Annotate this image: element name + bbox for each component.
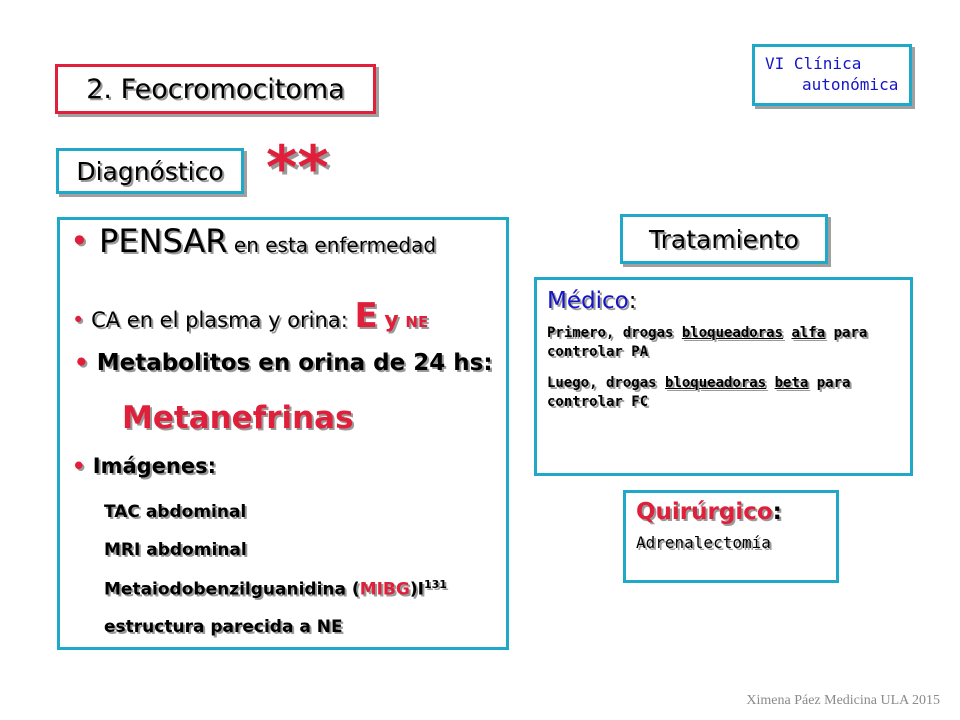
metabolitos-text: Metabolitos en orina de 24 hs xyxy=(96,350,484,376)
item-ca xyxy=(72,296,428,336)
item-pensar xyxy=(70,222,436,260)
imagenes-text: Imágenes xyxy=(92,454,208,478)
ca-text: CA en el plasma y orina xyxy=(91,308,341,332)
item-metanefrinas: Metanefrinas xyxy=(122,400,354,436)
medico-colon: : xyxy=(628,288,637,314)
medico-line-2-e: para controlar FC xyxy=(547,375,851,410)
pensar-rest: en esta enfermedad xyxy=(227,233,437,257)
slide-title-text: 2. Feocromocitoma xyxy=(86,73,345,105)
medico-panel xyxy=(534,277,913,476)
footer-credit: Ximena Páez Medicina ULA 2015 xyxy=(746,693,940,708)
mibg-pre: Metaiodobenzilguanidina ( xyxy=(104,579,360,600)
bullet-icon: • xyxy=(72,454,86,478)
item-tac: TAC abdominal xyxy=(104,502,247,522)
medico-line-2-d: beta xyxy=(774,375,809,391)
quirurgico-title xyxy=(636,499,828,525)
section-line-2: autonómica xyxy=(802,75,899,94)
bullet-icon: • xyxy=(74,350,89,376)
medico-line-1-d: alfa xyxy=(791,325,826,341)
medico-line-2-b: bloqueadoras xyxy=(665,375,767,391)
section-line-1: VI Clínica xyxy=(765,54,862,73)
ca-y: y xyxy=(384,308,399,333)
metabolitos-colon: : xyxy=(483,350,493,376)
item-imagenes xyxy=(72,454,216,478)
bullet-icon: • xyxy=(70,222,89,260)
ca-colon: : xyxy=(340,308,348,332)
tratamiento-label: Tratamiento xyxy=(649,224,799,254)
mibg-abbr: MIBG xyxy=(359,579,410,600)
medico-line-2-c xyxy=(766,375,774,391)
medico-line-1-b: bloqueadoras xyxy=(681,325,784,341)
medico-line-2 xyxy=(547,374,900,412)
item-estructura: estructura parecida a NE xyxy=(104,617,343,637)
quirurgico-colon: : xyxy=(772,499,782,525)
medico-line-1 xyxy=(547,324,900,362)
imagenes-colon: : xyxy=(207,454,216,478)
mibg-post: )I xyxy=(409,579,424,600)
item-mri: MRI abdominal xyxy=(104,540,247,560)
diagnostico-label: Diagnóstico xyxy=(76,156,224,186)
mibg-sup: 131 xyxy=(423,578,447,591)
medico-line-1-a: Primero, drogas xyxy=(547,325,682,341)
ca-ne: NE xyxy=(405,313,429,331)
item-mibg xyxy=(104,578,447,600)
pensar-main: PENSAR xyxy=(99,222,228,260)
ca-e: E xyxy=(354,296,378,336)
medico-line-1-e: para controlar PA xyxy=(547,325,868,360)
bullet-icon: • xyxy=(72,308,85,332)
section-tag xyxy=(752,44,912,106)
slide-title xyxy=(55,64,376,114)
diagnostico-label-box xyxy=(56,148,244,194)
emphasis-stars: ** xyxy=(266,133,329,203)
item-metabolitos xyxy=(74,350,493,376)
quirurgico-item: Adrenalectomía xyxy=(636,533,771,552)
quirurgico-panel xyxy=(623,490,839,583)
quirurgico-title-text: Quirúrgico xyxy=(636,499,773,525)
medico-title-text: Médico xyxy=(547,288,629,314)
medico-line-2-a: Luego, drogas xyxy=(547,375,666,391)
medico-title xyxy=(547,288,900,314)
tratamiento-label-box xyxy=(620,214,828,264)
